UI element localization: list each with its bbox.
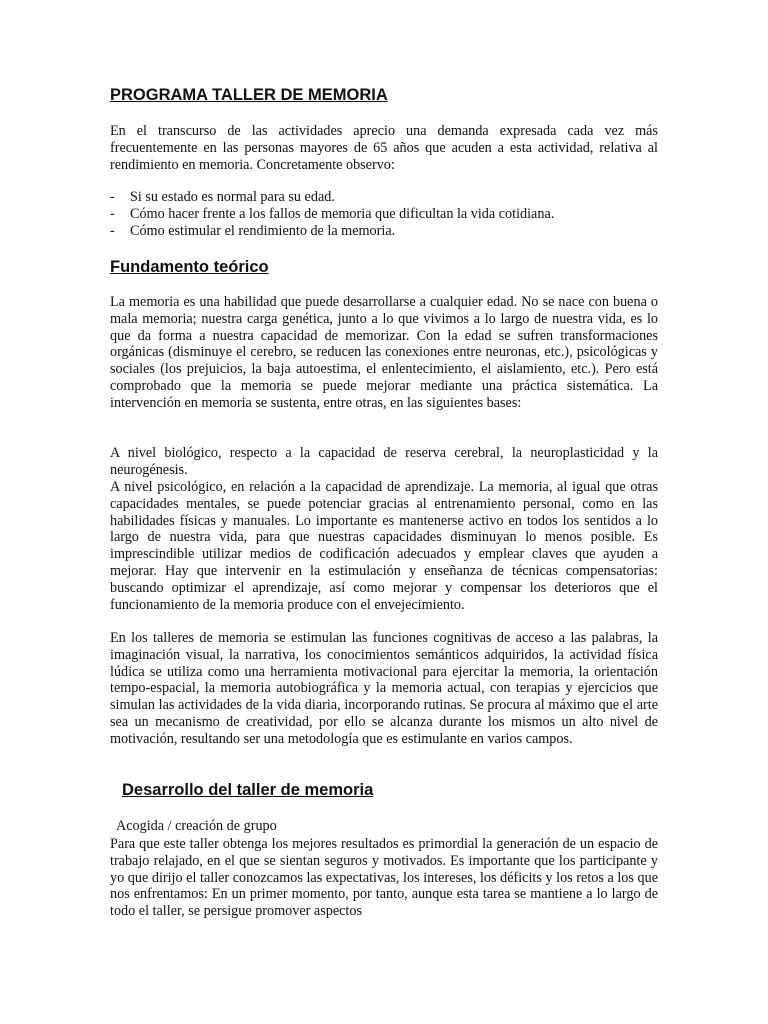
fundamento-paragraph-2: A nivel biológico, respecto a la capacidad de reserva cerebral, la neuroplasticidad y la neurogénesis. bbox=[110, 445, 658, 478]
list-marker: - bbox=[110, 189, 115, 205]
desarrollo-paragraph-1: Para que este taller obtenga los mejores resultados es primordial la generación de un espacio de trabajo relajado, en el que se sientan seguros y motivados. Es importante que los participante y yo que dirijo el taller conozcamos las expectativas, los intereses, los déficits y los retos a los que nos enfrentamos: En un primer momento, por tanto, aunque esta tarea se mantiene a lo largo de todo el taller, se persigue promover aspectos bbox=[110, 836, 658, 920]
list-item: - Cómo hacer frente a los fallos de memoria que dificultan la vida cotidiana. bbox=[110, 205, 555, 222]
fundamento-paragraph-4: En los talleres de memoria se estimulan las funciones cognitivas de acceso a las palabras, la imaginación visual, la narrativa, los conocimientos semánticos adquiridos, la actividad física lúdica se utiliza como una herramienta motivacional para ejercitar la memoria, la orientación tempo-espacial, la memoria autobiográfica y la memoria actual, con terapias y ejercicios que simulan las actividades de la vida diaria, incorporando rutinas. Se procura al máximo que el arte sea un mecanismo de creatividad, por ello se alcanza durante los mismos un alto nivel de motivación, resultando ser una metodología que es estimulante en varios campos. bbox=[110, 630, 658, 747]
section-heading-fundamento: Fundamento teórico bbox=[110, 258, 269, 276]
section-heading-desarrollo: Desarrollo del taller de memoria bbox=[122, 781, 374, 799]
list-marker: - bbox=[110, 222, 115, 239]
fundamento-paragraph-3: A nivel psicológico, en relación a la capacidad de aprendizaje. La memoria, al igual que otras capacidades mentales, se puede potenciar gracias al entrenamiento personal, como en las habilidades físicas y manuales. Lo importante es mantenerse activo en todos los sentidos a lo largo de nuestra vida, para que nuestras capacidades disminuyan lo menos posible. Es imprescindible utilizar medios de codificación adecuados y emplear claves que ayuden a mejorar. Hay que intervenir en la estimulación y enseñanza de técnicas compensatorias: buscando optimizar el aprendizaje, así como mejorar y compensar los deterioros que el funcionamiento de la memoria produce con el envejecimiento. bbox=[110, 479, 658, 613]
subsection-heading: Acogida / creación de grupo bbox=[116, 818, 277, 834]
list-marker: - bbox=[110, 205, 115, 222]
intro-paragraph: En el transcurso de las actividades aprecio una demanda expresada cada vez más frecuentemente en las personas mayores de 65 años que acuden a esta actividad, relativa al rendimiento en memoria. Concretamente observo: bbox=[110, 123, 658, 173]
observations-list bbox=[110, 189, 658, 239]
list-item: - Cómo estimular el rendimiento de la memoria. bbox=[110, 222, 396, 239]
document-title: PROGRAMA TALLER DE MEMORIA bbox=[110, 86, 388, 104]
fundamento-paragraph-1: La memoria es una habilidad que puede desarrollarse a cualquier edad. No se nace con buena o mala memoria; nuestra carga genética, junto a lo que vivimos a lo largo de nuestra vida, es lo que da forma a nuestra capacidad de memorizar. Con la edad se sufren transformaciones orgánicas (disminuye el cerebro, se reducen las conexiones entre neuronas, etc.), psicológicas y sociales (los prejuicios, la baja autoestima, el enlentecimiento, el aislamiento, etc.). Pero está comprobado que la memoria se puede mejorar mediante una práctica sistemática. La intervención en memoria se sustenta, entre otras, en las siguientes bases: bbox=[110, 294, 658, 411]
list-item: - Si su estado es normal para su edad. bbox=[110, 189, 335, 205]
